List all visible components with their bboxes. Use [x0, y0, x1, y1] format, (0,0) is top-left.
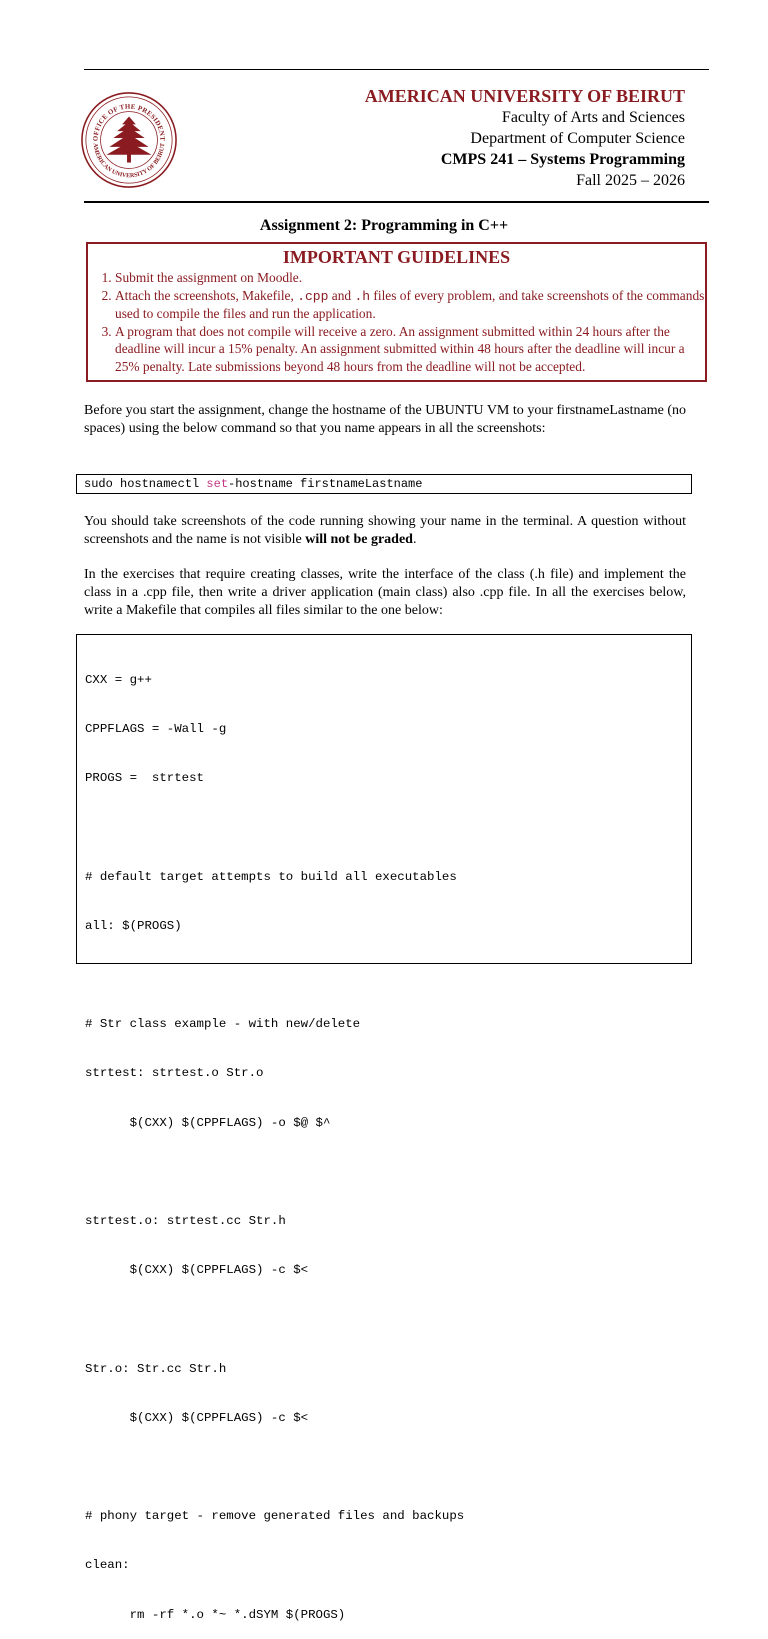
- code-line: # Str class example - with new/delete: [85, 1017, 361, 1032]
- code-line: [85, 1459, 691, 1475]
- code-line: [85, 1164, 691, 1180]
- makefile-instructions: In the exercises that require creating classes, write the interface of the class (.h file) and implement the class in a .cpp file, then write a driver application (main class) also .cpp file. In all the exercises below, write a Makefile that compiles all files similar to the one below:: [84, 567, 686, 618]
- guidelines-list: [88, 269, 705, 375]
- seal-top-text: OFFICE OF THE PRESIDENT: [92, 103, 166, 142]
- document-header: [365, 86, 685, 191]
- department-name: Department of Computer Science: [470, 130, 685, 147]
- code-line: strtest: strtest.o Str.o: [85, 1066, 264, 1081]
- guideline-item: 2. Attach the screenshots, Makefile, .cpp and .h files of every problem, and take screenshots of the commands used to compile the files and run the application.: [115, 287, 705, 323]
- code-line: CPPFLAGS = -Wall -g: [85, 722, 227, 737]
- hostname-command: sudo hostnamectl set-hostname firstnameLastname: [76, 474, 692, 494]
- grading-warning: will not be graded: [305, 532, 413, 547]
- course-name: CMPS 241 – Systems Programming: [440, 151, 685, 168]
- code-line: [85, 1311, 691, 1327]
- code-line: strtest.o: strtest.cc Str.h: [85, 1214, 286, 1229]
- cpp-extension: .cpp: [297, 288, 329, 304]
- code-line: CXX = g++: [85, 672, 152, 687]
- code-line: [85, 967, 691, 983]
- guidelines-title: IMPORTANT GUIDELINES: [282, 247, 511, 267]
- code-line: $(CXX) $(CPPFLAGS) -c $<: [85, 1263, 309, 1278]
- makefile-code-block: [76, 634, 692, 1622]
- code-line: PROGS = strtest: [85, 771, 204, 786]
- code-line: # phony target - remove generated files and backups: [85, 1509, 465, 1524]
- guideline-item: 3. A program that does not compile will receive a zero. An assignment submitted within 24 hours after the deadline will incur a 15% penalty. An assignment submitted within 48 hours after the deadline will incur a 25% penalty. Late submissions beyond 48 hours from the deadline will not be accepted.: [115, 323, 705, 376]
- code-line: # default target attempts to build all executables: [85, 869, 457, 884]
- code-line: $(CXX) $(CPPFLAGS) -c $<: [85, 1410, 309, 1425]
- faculty-name: Faculty of Arts and Sciences: [501, 109, 685, 126]
- header-rule: [84, 201, 709, 203]
- university-seal-cedar-icon: [80, 91, 178, 189]
- term: Fall 2025 – 2026: [576, 172, 685, 189]
- code-line: rm -rf *.o *~ *.dSYM $(PROGS): [85, 1607, 346, 1622]
- top-rule: [84, 69, 709, 70]
- code-line: Str.o: Str.cc Str.h: [85, 1361, 227, 1376]
- seal-bottom-text: AMERICAN UNIVERSITY OF BEIRUT: [91, 142, 167, 180]
- code-line: all: $(PROGS): [85, 918, 182, 933]
- screenshot-instructions: You should take screenshots of the code running showing your name in the terminal. A question without screenshots and the name is not visible will not be graded.: [84, 514, 686, 547]
- code-line: clean:: [85, 1558, 130, 1573]
- hostname-instructions: Before you start the assignment, change the hostname of the UBUNTU VM to your firstnameLastname (no spaces) using the below command so that you name appears in all the screenshots:: [84, 403, 686, 436]
- university-name: AMERICAN UNIVERSITY OF BEIRUT: [364, 86, 685, 106]
- guidelines-box: [86, 242, 707, 382]
- code-line: $(CXX) $(CPPFLAGS) -o $@ $^: [85, 1115, 331, 1130]
- h-extension: .h: [354, 288, 371, 304]
- command-keyword: set: [206, 477, 229, 491]
- assignment-title: Assignment 2: Programming in C++: [259, 217, 509, 234]
- code-line: [85, 819, 691, 835]
- guideline-item: 1. Submit the assignment on Moodle.: [115, 269, 705, 287]
